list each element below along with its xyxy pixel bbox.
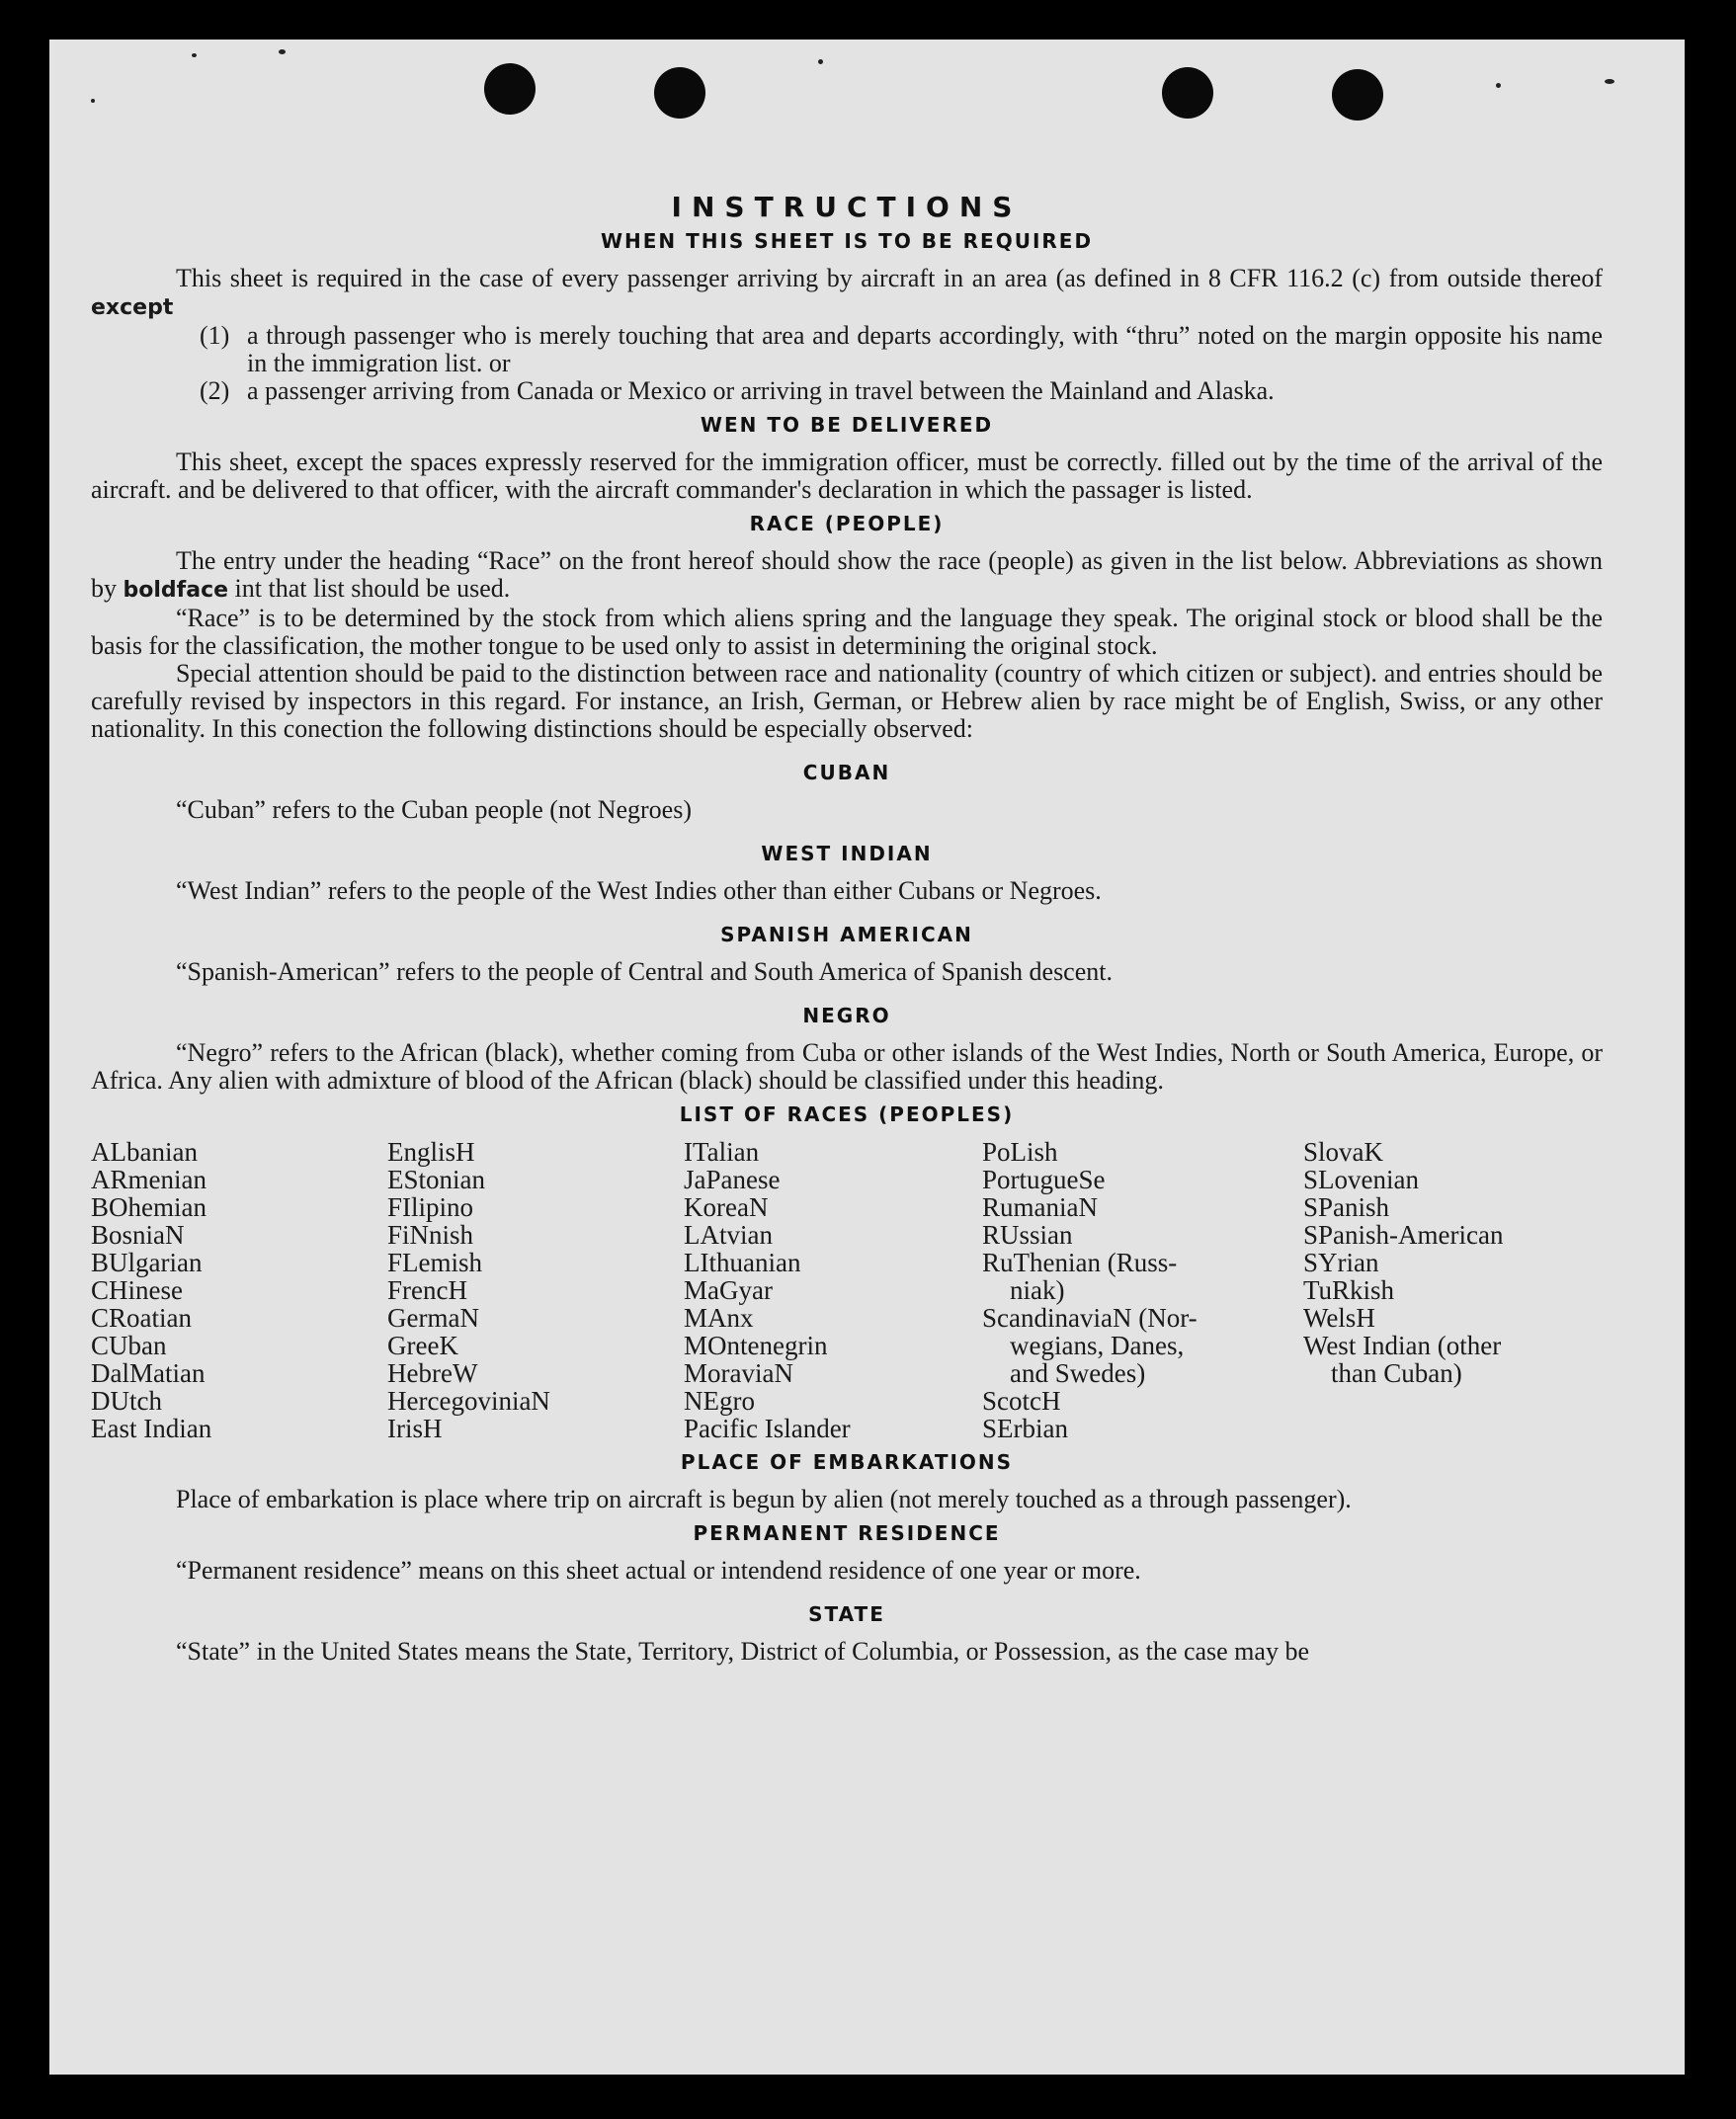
race-item: FLemish xyxy=(387,1248,483,1277)
race-item: ALbanian xyxy=(91,1137,198,1167)
race-item: MoraviaN xyxy=(684,1358,793,1388)
races-column xyxy=(91,1138,387,1442)
list-item: (1) a through passenger who is merely touching that area and departs accordingly, with “thru” noted on the margin opposite his name in the immigration list. or xyxy=(200,321,1603,377)
race-paragraph-1: The entry under the heading “Race” on the front hereof should show the race (people) as given in the list below. Abbreviations as shown by boldface int that list should be used. xyxy=(91,546,1603,603)
race-item-continuation: wegians, Danes, xyxy=(1010,1331,1185,1360)
cuban-text: “Cuban” refers to the Cuban people (not Negroes) xyxy=(176,795,692,824)
race-item: CRoatian xyxy=(91,1303,192,1333)
race-item: RumaniaN xyxy=(982,1192,1098,1222)
race-item: SLovenian xyxy=(1303,1165,1419,1194)
heading-west-indian: WEST INDIAN xyxy=(761,842,933,865)
race-item: CUban xyxy=(91,1331,167,1360)
race-item: LAtvian xyxy=(684,1220,773,1250)
race-item: TuRkish xyxy=(1303,1275,1395,1305)
heading-race: RACE (PEOPLE) xyxy=(749,512,945,535)
races-column xyxy=(982,1138,1303,1442)
race-item-continuation: than Cuban) xyxy=(1331,1358,1462,1388)
race-item: ScandinaviaN (Nor- xyxy=(982,1303,1198,1333)
race-item: East Indian xyxy=(91,1414,212,1443)
race-item: MaGyar xyxy=(684,1275,773,1305)
race-item: KoreaN xyxy=(684,1192,769,1222)
page-title: INSTRUCTIONS xyxy=(671,191,1023,223)
race-item: ARmenian xyxy=(91,1165,207,1194)
race-item: MAnx xyxy=(684,1303,754,1333)
except-bold: except xyxy=(91,295,174,320)
races-column xyxy=(684,1138,982,1442)
punch-hole xyxy=(1162,67,1213,119)
heading-when-required: WHEN THIS SHEET IS TO BE REQUIRED xyxy=(600,229,1094,253)
race-item: LIthuanian xyxy=(684,1248,801,1277)
race-item: FIlipino xyxy=(387,1192,474,1222)
speck xyxy=(279,49,286,54)
punch-hole xyxy=(654,67,705,119)
speck xyxy=(192,53,197,57)
heading-when-delivered: WEN TO BE DELIVERED xyxy=(700,413,994,437)
race-item: HercegoviniaN xyxy=(387,1386,550,1416)
races-table xyxy=(91,1138,1603,1442)
state-text: “State” in the United States means the State, Territory, District of Columbia, or Possession, as the case may be xyxy=(176,1637,1309,1666)
race-item: SPanish-American xyxy=(1303,1220,1504,1250)
race-item: DUtch xyxy=(91,1386,162,1416)
race-item-continuation: and Swedes) xyxy=(1010,1358,1146,1388)
race-item: NEgro xyxy=(684,1386,755,1416)
race-item: MOntenegrin xyxy=(684,1331,828,1360)
race-item: Pacific Islander xyxy=(684,1414,851,1443)
race-item: ITalian xyxy=(684,1137,760,1167)
race-item: SYrian xyxy=(1303,1248,1379,1277)
speck xyxy=(818,59,823,64)
race-item: PortugueSe xyxy=(982,1165,1106,1194)
race-item: SlovaK xyxy=(1303,1137,1383,1167)
race-item-continuation: niak) xyxy=(1010,1275,1065,1305)
race-item: PoLish xyxy=(982,1137,1058,1167)
race-item: SPanish xyxy=(1303,1192,1390,1222)
spanish-american-text: “Spanish-American” refers to the people of Central and South America of Spanish descent. xyxy=(176,957,1113,986)
negro-text: “Negro” refers to the African (black), whether coming from Cuba or other islands of the West Indies, North or South America, Europe, or Africa. Any alien with admixture of blood of the African (black) should be classified under this heading. xyxy=(91,1038,1603,1095)
speck xyxy=(1496,83,1501,88)
heading-list-of-races: LIST OF RACES (PEOPLES) xyxy=(679,1102,1015,1126)
race-item: DalMatian xyxy=(91,1358,206,1388)
list-item: (2) a passenger arriving from Canada or Mexico or arriving in travel between the Mainland and Alaska. xyxy=(200,376,1275,405)
when-delivered-text: This sheet, except the spaces expressly reserved for the immigration officer, must be correctly. filled out by the time of the arrival of the aircraft. and be delivered to that officer, with the aircraft commander's declaration in which the passager is listed. xyxy=(91,448,1603,504)
document-page xyxy=(49,40,1685,2075)
race-item: ScotcH xyxy=(982,1386,1061,1416)
speck xyxy=(1605,79,1614,84)
race-item: BUlgarian xyxy=(91,1248,203,1277)
race-item: EnglisH xyxy=(387,1137,475,1167)
race-item: GermaN xyxy=(387,1303,479,1333)
race-paragraph-2: “Race” is to be determined by the stock from which aliens spring and the language they speak. The original stock or blood shall be the basis for the classification, the mother tongue to be used only to assist in determining the original stock. xyxy=(91,604,1603,660)
heading-permanent-residence: PERMANENT RESIDENCE xyxy=(693,1521,1001,1545)
embarkation-text: Place of embarkation is place where trip on aircraft is begun by alien (not merely touched as a through passenger). xyxy=(176,1485,1352,1513)
race-item: FrencH xyxy=(387,1275,467,1305)
heading-cuban: CUBAN xyxy=(802,761,891,784)
heading-embarkation: PLACE OF EMBARKATIONS xyxy=(680,1450,1014,1474)
race-item: GreeK xyxy=(387,1331,458,1360)
race-item: RUssian xyxy=(982,1220,1073,1250)
permanent-residence-text: “Permanent residence” means on this sheet actual or intendend residence of one year or more. xyxy=(176,1556,1141,1585)
speck xyxy=(91,99,95,103)
race-item: West Indian (other xyxy=(1303,1331,1502,1360)
race-item: WelsH xyxy=(1303,1303,1375,1333)
race-item: JaPanese xyxy=(684,1165,781,1194)
race-item: HebreW xyxy=(387,1358,478,1388)
races-column xyxy=(387,1138,684,1442)
heading-negro: NEGRO xyxy=(802,1004,891,1027)
boldface-word: boldface xyxy=(123,578,229,603)
heading-spanish-american: SPANISH AMERICAN xyxy=(720,923,973,946)
punch-hole xyxy=(484,63,536,115)
race-item: FiNnish xyxy=(387,1220,474,1250)
race-item: EStonian xyxy=(387,1165,485,1194)
race-item: IrisH xyxy=(387,1414,443,1443)
race-item: BOhemian xyxy=(91,1192,207,1222)
races-column xyxy=(1303,1138,1580,1442)
race-item: SErbian xyxy=(982,1414,1068,1443)
instructions-body xyxy=(91,188,1603,1666)
punch-hole xyxy=(1332,69,1383,121)
race-item: BosniaN xyxy=(91,1220,185,1250)
race-paragraph-3: Special attention should be paid to the distinction between race and nationality (country of which citizen or subject). and entries should be carefully revised by inspectors in this regard. For instance, an Irish, German, or Hebrew alien by race might be of English, Swiss, or any other nationality. In this conection the following distinctions should be especially observed: xyxy=(91,659,1603,743)
when-required-intro: This sheet is required in the case of every passenger arriving by aircraft in an area (as defined in 8 CFR 116.2 (c) from outside thereof except xyxy=(91,264,1603,320)
race-item: CHinese xyxy=(91,1275,183,1305)
west-indian-text: “West Indian” refers to the people of the West Indies other than either Cubans or Negroes. xyxy=(176,876,1102,905)
heading-state: STATE xyxy=(808,1602,885,1626)
race-item: RuThenian (Russ- xyxy=(982,1248,1178,1277)
